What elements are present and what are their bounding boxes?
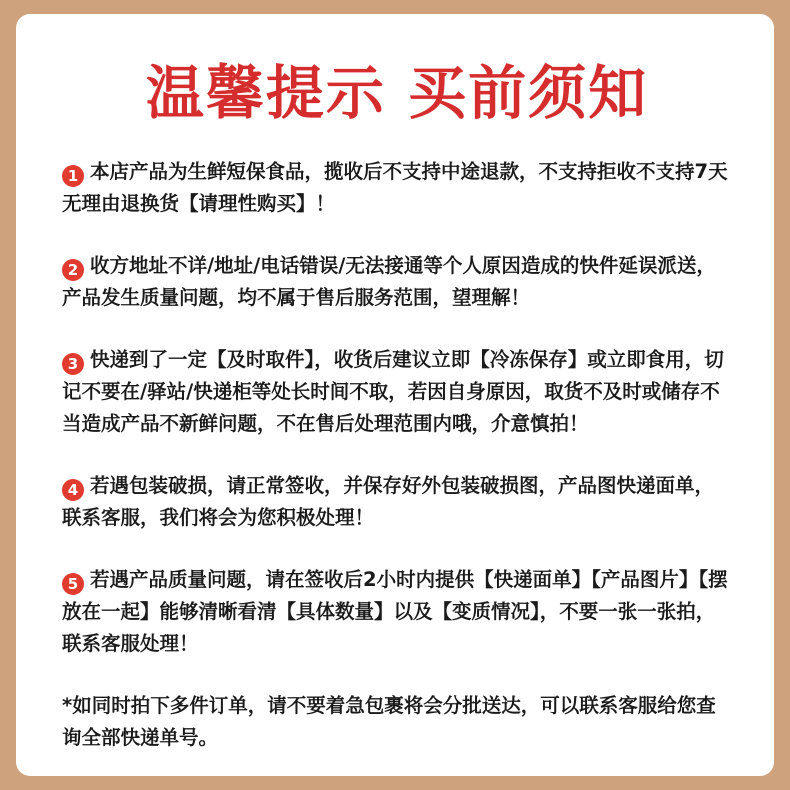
- notice-list: [62, 156, 732, 660]
- notice-text: 收方地址不详/地址/电话错误/无法接通等个人原因造成的快件延误派送，产品发生质量问题，均不属于售后服务范围，望理解！: [62, 254, 716, 309]
- number-badge-icon: 3: [62, 353, 84, 375]
- notice-card: [16, 14, 774, 776]
- notice-text: 若遇包装破损，请正常签收，并保存好外包装破损图，产品图快递面单，联系客服，我们将会为您积极处理！: [62, 474, 715, 529]
- notice-text: 快递到了一定【及时取件】，收货后建议立即【冷冻保存】或立即食用，切记不要在/驿站/快递柜等处长时间不取，若因自身原因，取货不及时或储存不当造成产品不新鲜问题，不在售后处理范围内哦，介意慎拍！: [62, 348, 724, 435]
- notice-item-3: [62, 344, 732, 440]
- number-badge-icon: 4: [62, 479, 84, 501]
- notice-item-4: [62, 470, 732, 534]
- notice-text: 本店产品为生鲜短保食品，揽收后不支持中途退款，不支持拒收不支持7天无理由退换货【请理性购买】！: [62, 160, 728, 215]
- page-title: 温馨提示 买前须知: [145, 59, 649, 127]
- notice-item-5: [62, 564, 732, 660]
- number-badge-icon: 1: [62, 165, 84, 187]
- number-badge-icon: 5: [62, 573, 84, 595]
- number-badge-icon: 2: [62, 259, 84, 281]
- notice-text: 若遇产品质量问题，请在签收后2小时内提供【快递面单】【产品图片】【摆放在一起】能够清晰看清【具体数量】以及【变质情况】，不要一张一张拍，联系客服处理！: [62, 568, 728, 655]
- notice-item-2: [62, 250, 732, 314]
- footer-note: *如同时拍下多件订单，请不要着急包裹将会分批送达，可以联系客服给您查询全部快递单号。: [62, 694, 716, 749]
- notice-item-1: [62, 156, 732, 220]
